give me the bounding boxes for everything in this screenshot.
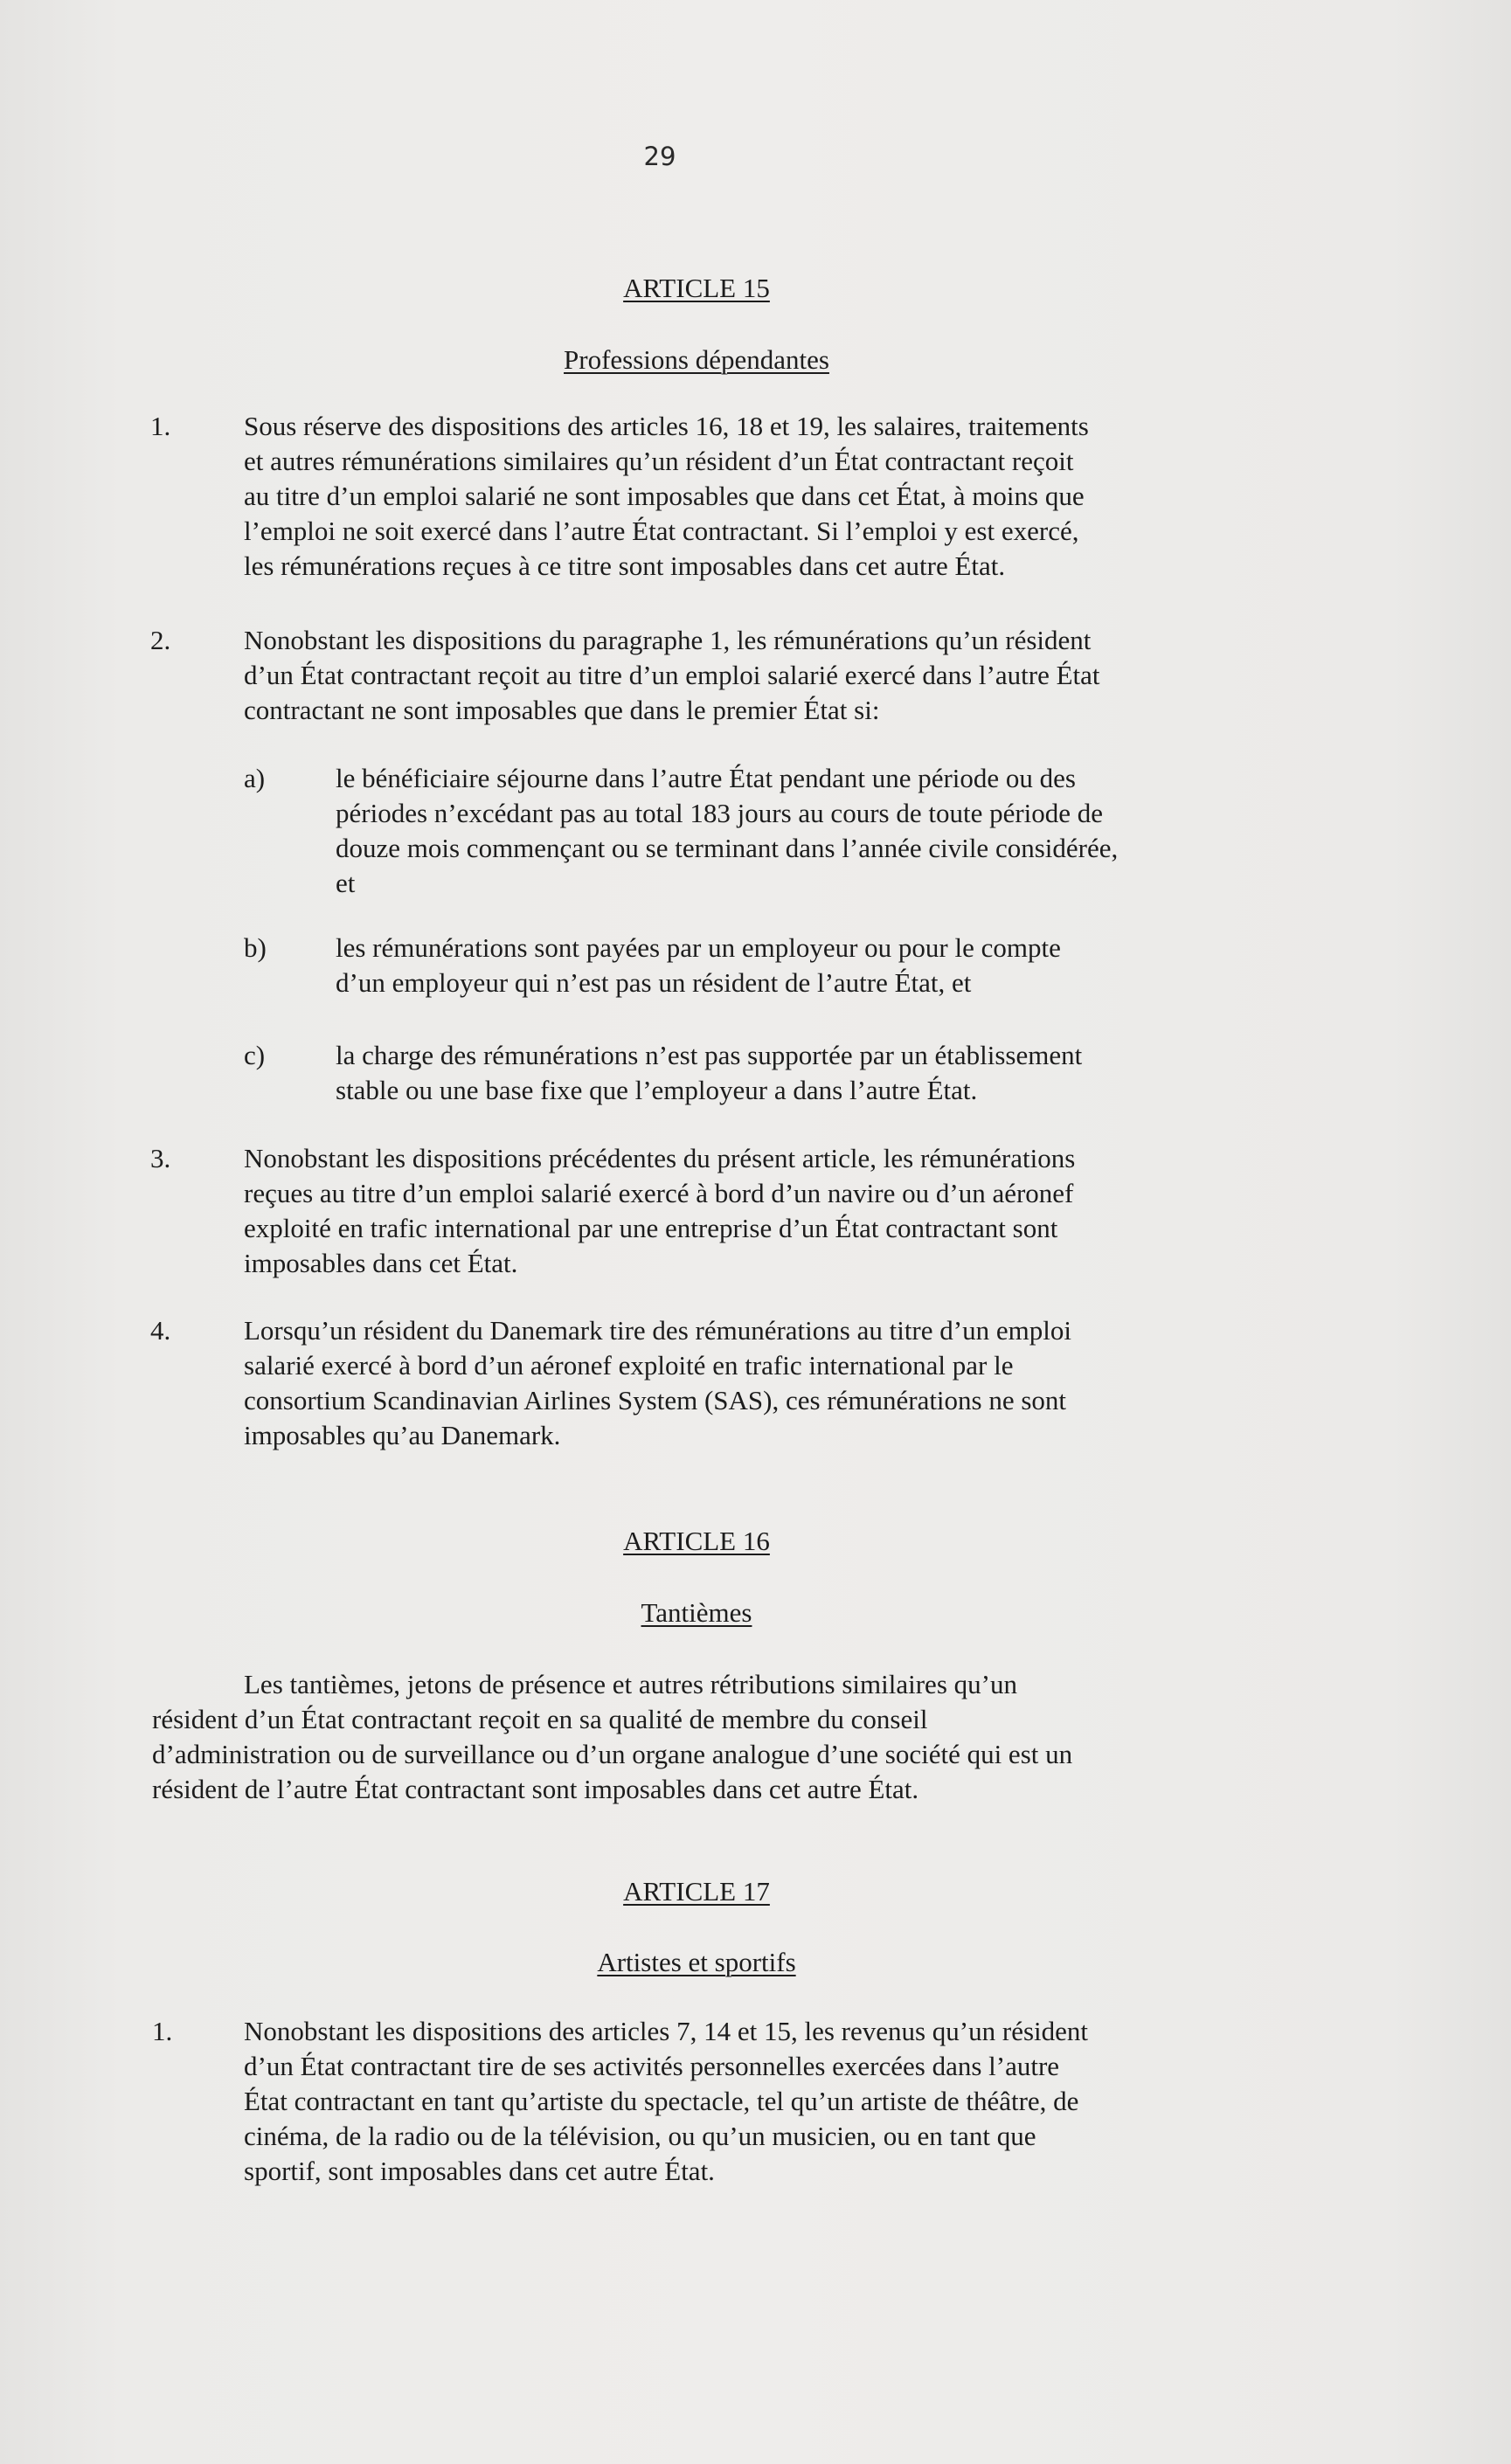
item-a-text <box>336 761 1118 901</box>
item-b-label: b) <box>244 932 267 963</box>
text-line: et autres rémunérations similaires qu’un résident d’un État contractant reçoit <box>244 446 1074 476</box>
article-17-p1 <box>244 2014 1088 2189</box>
text-line: d’un État contractant reçoit au titre d’un emploi salarié exercé dans l’autre État <box>244 660 1100 690</box>
article-15-p3 <box>244 1141 1075 1281</box>
article-16-heading: ARTICLE 16 <box>623 1526 770 1556</box>
text-line: les rémunérations reçues à ce titre sont imposables dans cet autre État. <box>244 550 1006 581</box>
text-line: Sous réserve des dispositions des articles 16, 18 et 19, les salaires, traitements <box>244 411 1089 441</box>
item-a-label: a) <box>244 763 266 793</box>
article-17-p1-number: 1. <box>152 2016 173 2046</box>
item-c-label: c) <box>244 1040 266 1070</box>
text-line: d’un employeur qui n’est pas un résident de l’autre État, et <box>336 967 972 998</box>
text-line: Nonobstant les dispositions des articles 7, 14 et 15, les revenus qu’un résident <box>244 2016 1089 2046</box>
article-15-p3-number: 3. <box>150 1143 171 1173</box>
item-b-text <box>336 931 1061 1000</box>
text-line: État contractant en tant qu’artiste du spectacle, tel qu’un artiste de théâtre, de <box>244 2086 1079 2116</box>
article-15-subheading: Professions dépendantes <box>564 344 829 375</box>
text-line: résident de l’autre État contractant sont imposables dans cet autre État. <box>152 1774 919 1804</box>
text-line: cinéma, de la radio ou de la télévision, ou qu’un musicien, ou en tant que <box>244 2121 1036 2151</box>
article-15-heading: ARTICLE 15 <box>623 273 770 303</box>
text-line: Nonobstant les dispositions précédentes du présent article, les rémunérations <box>244 1143 1076 1173</box>
item-c-text <box>336 1038 1082 1108</box>
text-line: Nonobstant les dispositions du paragraphe 1, les rémunérations qu’un résident <box>244 625 1092 655</box>
text-line: d’administration ou de surveillance ou d’un organe analogue d’une société qui est un <box>152 1739 1073 1769</box>
text-line: contractant ne sont imposables que dans le premier État si: <box>244 695 880 725</box>
article-15-p1 <box>244 409 1089 584</box>
text-line: consortium Scandinavian Airlines System (SAS), ces rémunérations ne sont <box>244 1385 1067 1415</box>
article-16-subheading: Tantièmes <box>641 1597 752 1628</box>
text-line: stable ou une base fixe que l’employeur a dans l’autre État. <box>336 1075 978 1105</box>
text-line: la charge des rémunérations n’est pas supportée par un établissement <box>336 1040 1083 1070</box>
text-line: et <box>336 868 356 898</box>
text-line: périodes n’excédant pas au total 183 jours au cours de toute période de <box>336 798 1104 828</box>
article-16-p1 <box>152 1667 1072 1807</box>
text-line: l’emploi ne soit exercé dans l’autre État contractant. Si l’emploi y est exercé, <box>244 516 1079 546</box>
text-line: sportif, sont imposables dans cet autre État. <box>244 2156 715 2186</box>
article-15-p2-number: 2. <box>150 625 171 655</box>
page-number: 29 <box>643 142 676 171</box>
text-line: douze mois commençant ou se terminant dans l’année civile considérée, <box>336 833 1119 863</box>
article-15-p4 <box>244 1313 1071 1453</box>
text-line: salarié exercé à bord d’un aéronef exploité en trafic international par le <box>244 1350 1014 1381</box>
text-line: imposables qu’au Danemark. <box>244 1420 561 1450</box>
text-line: d’un État contractant tire de ses activités personnelles exercées dans l’autre <box>244 2051 1060 2081</box>
article-15-p1-number: 1. <box>150 411 171 441</box>
text-line: exploité en trafic international par une entreprise d’un État contractant sont <box>244 1213 1058 1243</box>
text-line: au titre d’un emploi salarié ne sont imposables que dans cet État, à moins que <box>244 481 1085 511</box>
article-17-subheading: Artistes et sportifs <box>597 1947 796 1977</box>
text-line: le bénéficiaire séjourne dans l’autre État pendant une période ou des <box>336 763 1076 793</box>
text-line: reçues au titre d’un emploi salarié exercé à bord d’un navire ou d’un aéronef <box>244 1178 1074 1208</box>
text-line: les rémunérations sont payées par un employeur ou pour le compte <box>336 932 1061 963</box>
text-line: Lorsqu’un résident du Danemark tire des rémunérations au titre d’un emploi <box>244 1315 1071 1346</box>
article-15-p4-number: 4. <box>150 1315 171 1346</box>
text-line: Les tantièmes, jetons de présence et autres rétributions similaires qu’un <box>244 1669 1017 1699</box>
text-line: imposables dans cet État. <box>244 1248 518 1278</box>
article-15-p2 <box>244 623 1100 728</box>
article-17-heading: ARTICLE 17 <box>623 1876 770 1907</box>
text-line: résident d’un État contractant reçoit en sa qualité de membre du conseil <box>152 1704 928 1734</box>
